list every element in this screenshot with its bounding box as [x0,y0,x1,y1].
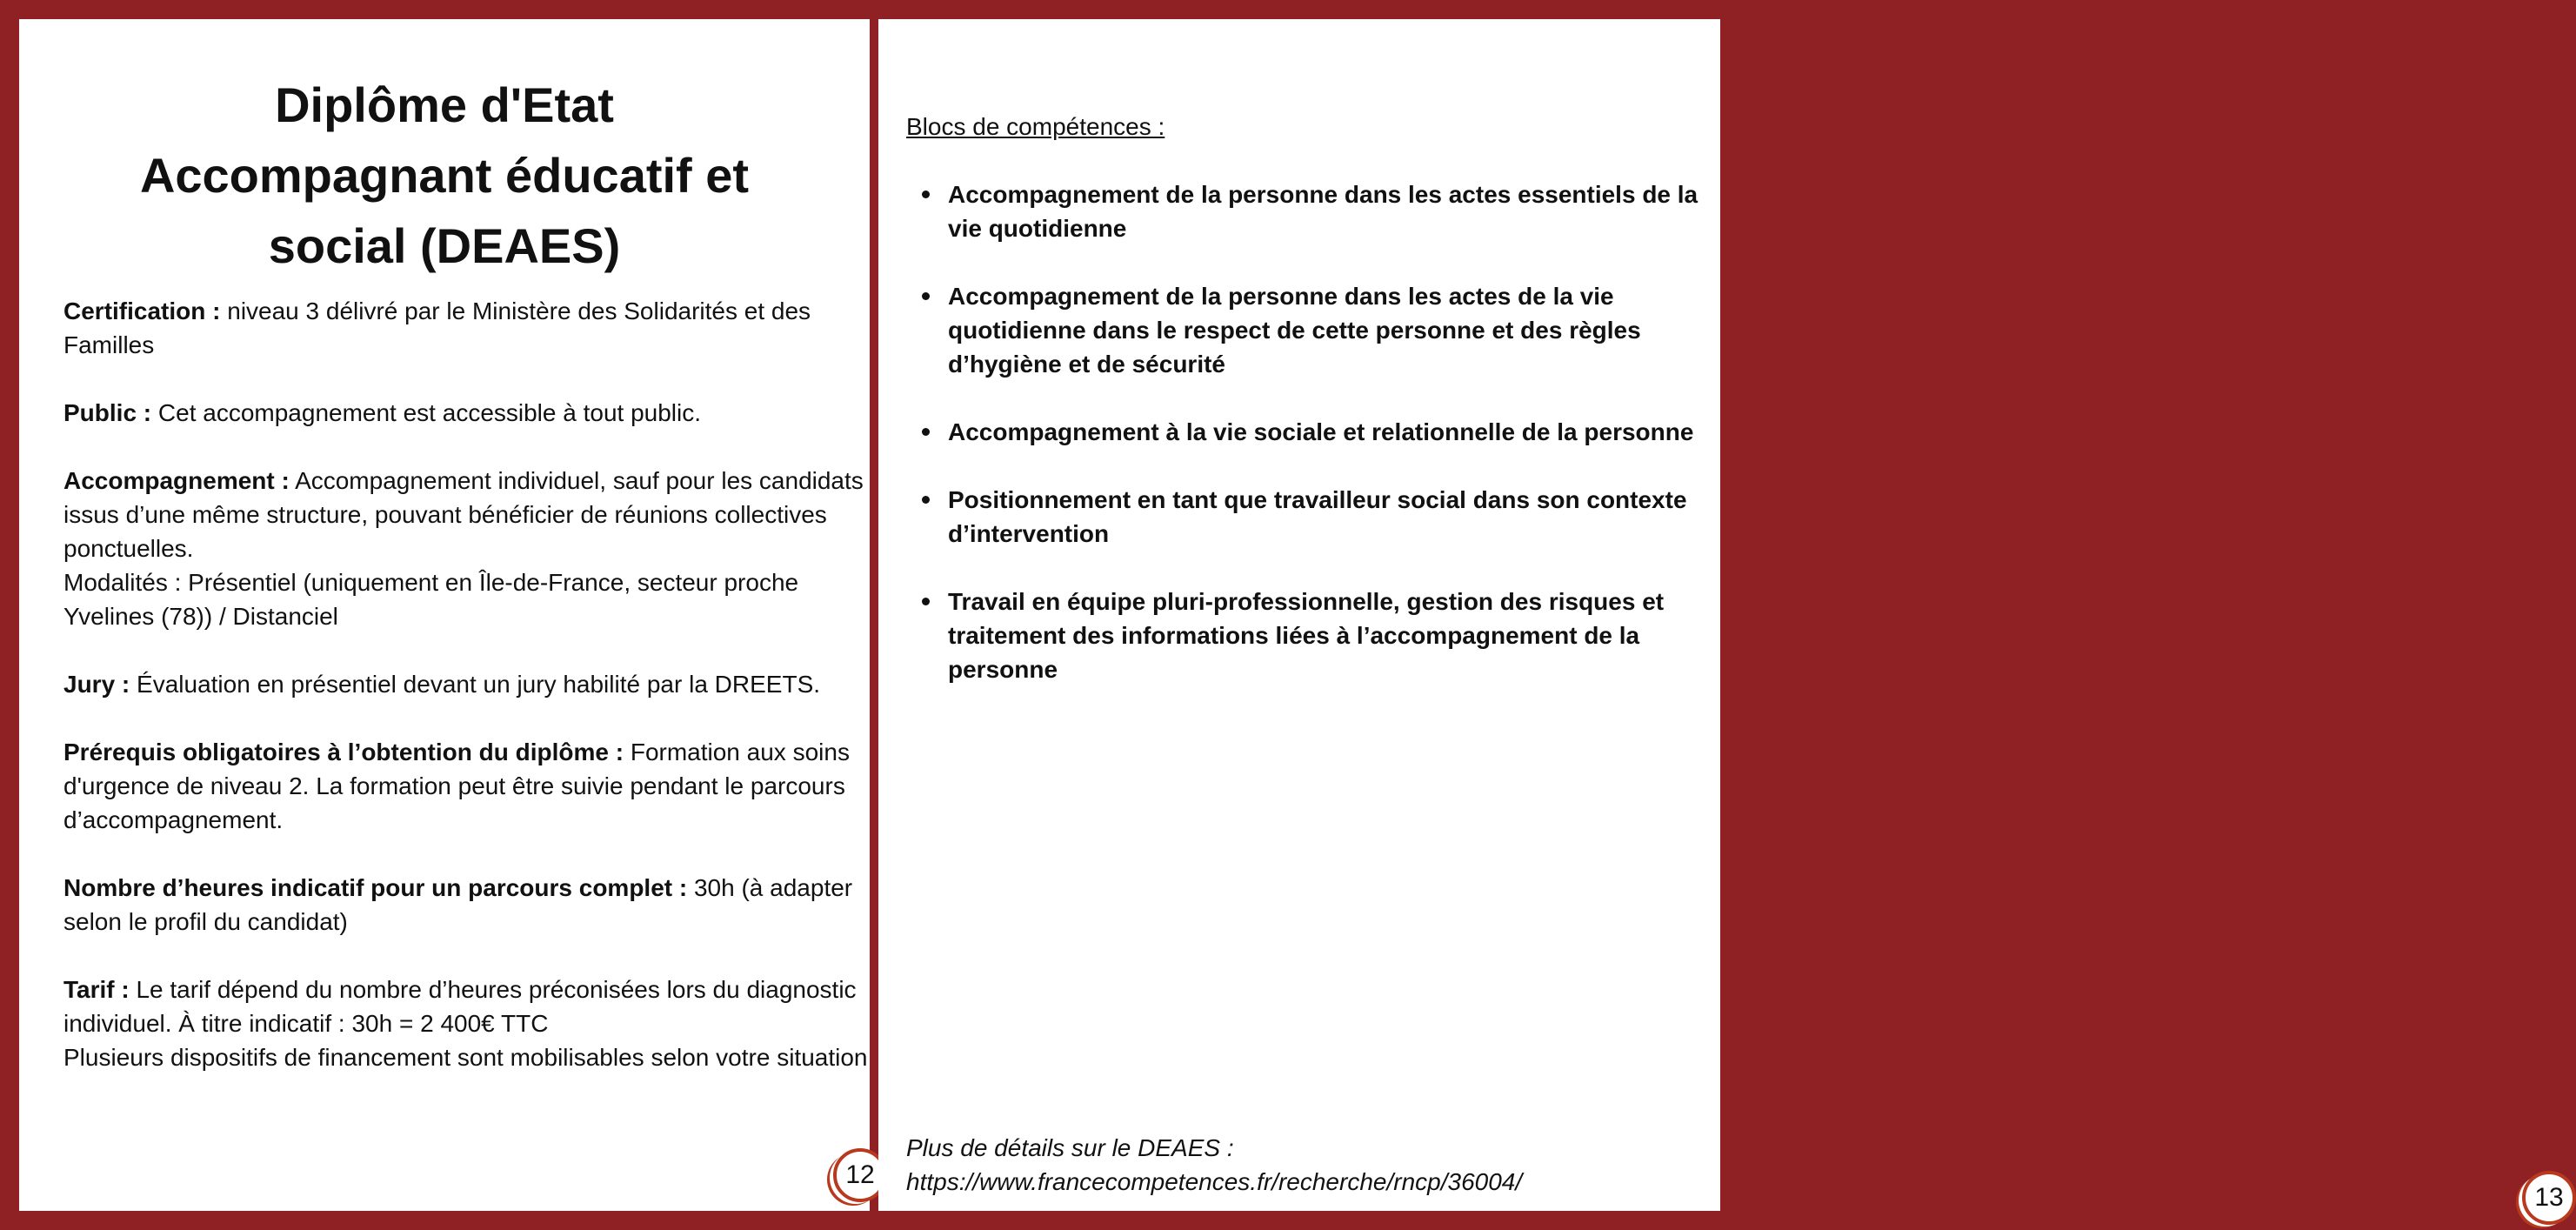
page-number-badge: 13 [2522,1171,2576,1225]
certification-label: Certification : [63,297,221,324]
prerequis-label: Prérequis obligatoires à l’obtention du diplôme : [63,739,624,765]
left-page [19,19,875,1211]
right-page [878,19,2564,1212]
jury-text: Évaluation en présentiel devant un jury habilité par la DREETS. [130,671,821,698]
title-line-3: social (DEAES) [268,218,621,273]
accompagnement-label: Accompagnement : [63,467,290,494]
prerequis-text: Formation aux soins d'urgence de niveau 2. La formation peut être suivie pendant le parcours d’accompagnement. [63,739,850,833]
page-title [19,70,870,281]
heures-paragraph [63,871,872,939]
title-line-2: Accompagnant éducatif et [139,148,750,203]
title-line-1: Diplôme d'Etat [275,77,614,132]
certification-text: niveau 3 délivré par le Ministère des Solidarités et des Familles [63,297,811,358]
prerequis-paragraph [63,735,872,837]
page-number-badge: 12 [833,1148,887,1202]
details-url[interactable]: https://www.francecompetences.fr/recherche/rncp/36004/ [906,1168,1523,1195]
list-item: Accompagnement de la personne dans les actes essentiels de la vie quotidienne [906,177,1706,245]
blocs-list [906,177,1706,720]
tarif-label: Tarif : [63,976,130,1003]
public-label: Public : [63,399,152,426]
list-item: Positionnement en tant que travailleur social dans son contexte d’intervention [906,483,1706,551]
list-item: Travail en équipe pluri-professionnelle, gestion des risques et traitement des informations liées à l’accompagnement de la personne [906,585,1706,686]
details-block [906,1131,1522,1199]
heures-label: Nombre d’heures indicatif pour un parcours complet : [63,874,688,901]
details-label: Plus de détails sur le DEAES : [906,1134,1234,1161]
jury-paragraph [63,667,872,701]
accompagnement-text: Accompagnement individuel, sauf pour les candidats issus d’une même structure, pouvant bénéficier de réunions collectives ponctuelles. [63,467,864,562]
left-body [63,294,872,1074]
list-item: Accompagnement de la personne dans les actes de la vie quotidienne dans le respect de cette personne et des règles d’hygiène et de sécurité [906,279,1706,381]
heures-text: 30h (à adapter selon le profil du candidat) [63,874,853,935]
public-text: Cet accompagnement est accessible à tout public. [151,399,702,426]
list-item: Accompagnement à la vie sociale et relationnelle de la personne [906,415,1706,449]
public-paragraph [63,396,872,430]
tarif-text: Le tarif dépend du nombre d’heures préconisées lors du diagnostic individuel. À titre indicatif : 30h = 2 400€ TTC [63,976,857,1037]
tarif-paragraph [63,973,872,1040]
jury-label: Jury : [63,671,130,698]
blocs-heading: Blocs de compétences : [906,113,1165,140]
accompagnement-paragraph [63,464,872,565]
modalites-paragraph: Modalités : Présentiel (uniquement en Île-de-France, secteur proche Yvelines (78)) / Distanciel [63,569,799,630]
financement-paragraph: Plusieurs dispositifs de financement sont mobilisables selon votre situation [63,1044,868,1071]
certification-paragraph [63,294,872,362]
